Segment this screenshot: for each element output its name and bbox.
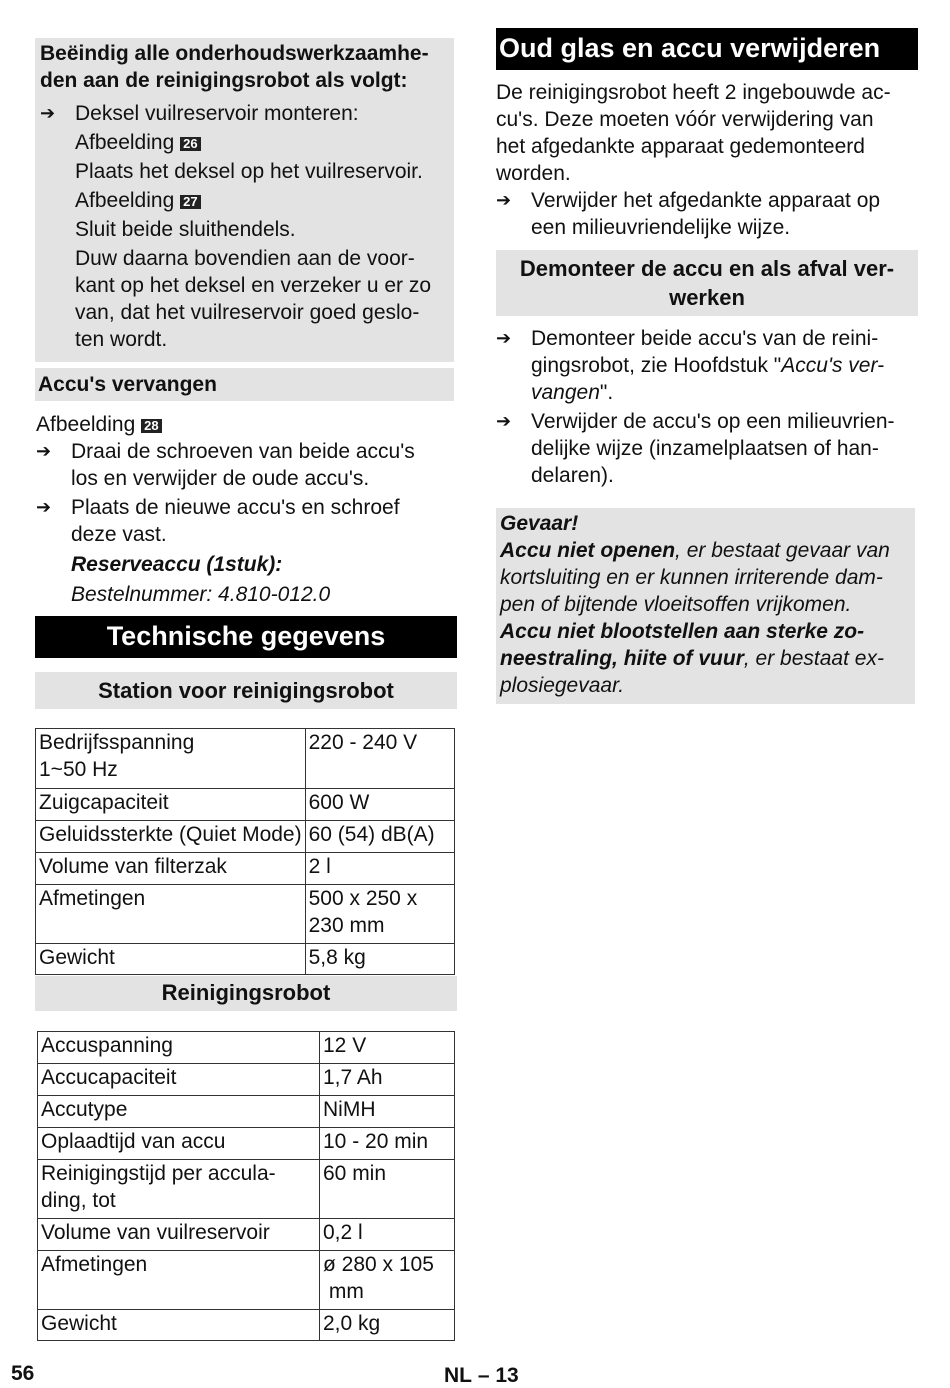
figure-ref: Afbeelding 26 (75, 129, 455, 156)
order-number: Bestelnummer: 4.810-012.0 (71, 583, 331, 606)
table-row: Accutype NiMH (38, 1096, 455, 1128)
dismantle-heading: Demonteer de accu en als afval ver- werken (496, 250, 918, 316)
reserve-label: Reserveaccu (1stuk): (71, 553, 283, 576)
disposal-step-1: ➔ Verwijder het afgedankte apparaat op een milieuvriendelijke wijze. (496, 189, 881, 239)
arrow-right-icon: ➔ (496, 190, 512, 210)
maintenance-heading: Beëindig alle onderhoudswerkzaamhe- den aan de reinigingsrobot als volgt: (40, 42, 429, 92)
table-row: Accucapaciteit 1,7 Ah (38, 1064, 455, 1096)
figure-number-badge: 26 (180, 137, 200, 151)
table-row: Accuspanning 12 V (38, 1032, 455, 1064)
accu-step-2: ➔ Plaats de nieuwe accu's en schroef deze vast. Reserveaccu (1stuk): Bestelnummer: 4.810-012.0 (36, 494, 454, 608)
arrow-right-icon: ➔ (36, 441, 52, 461)
robot-spec-table (37, 1031, 455, 1341)
step-line: ten wordt. (75, 328, 168, 351)
maintenance-steps (40, 100, 455, 353)
disposal-step-2: ➔ Demonteer beide accu's van de reini- gingsrobot, zie Hoofdstuk "Accu's ver- vangen". (496, 327, 885, 404)
figure-number-badge: 28 (141, 419, 161, 433)
table-row: Afmetingen 500 x 250 x 230 mm (36, 885, 455, 944)
language-code: NL (444, 1364, 472, 1387)
table-row: Zuigcapaciteit 600 W (36, 789, 455, 821)
arrow-right-icon: ➔ (36, 497, 52, 517)
disposal-intro: De reinigingsrobot heeft 2 ingebouwde ac- cu's. Deze moeten vóór verwijdering van het afgedankte apparaat gedemonteerd worden. (496, 81, 891, 185)
accu-replace-heading: Accu's vervangen (35, 368, 454, 401)
figure-ref: Afbeelding 27 (75, 187, 455, 214)
page-number-left: 56 (11, 1362, 35, 1385)
step-line: Sluit beide sluithendels. (75, 218, 296, 241)
danger-text: Gevaar! Accu niet openen, er bestaat gevaar van kortsluiting en er kunnen irriterende dam- pen of bijtende vloeitsoffen vrijkomen. Accu niet blootstellen aan sterke zo- neestraling, hiite of vuur, er bestaat ex- plosiegevaar. (500, 510, 915, 699)
page-number-right: 13 (495, 1364, 519, 1387)
table-row: Gewicht 2,0 kg (38, 1310, 455, 1341)
table-row: Reinigingstijd per accula- ding, tot 60 min (38, 1160, 455, 1219)
arrow-right-icon: ➔ (496, 328, 512, 348)
station-spec-table (35, 728, 455, 975)
table-row: Volume van filterzak 2 l (36, 853, 455, 885)
step-line: Deksel vuilreservoir monteren: (75, 102, 359, 125)
station-heading: Station voor reinigingsrobot (35, 672, 457, 709)
table-row: Bedrijfsspanning 1~50 Hz 220 - 240 V (36, 729, 455, 789)
tech-data-heading: Technische gegevens (35, 616, 457, 658)
disposal-title: Oud glas en accu verwijderen (496, 28, 918, 70)
disposal-step-3: ➔ Verwijder de accu's op een milieuvrien- delijke wijze (inzamelplaatsen of han- delaren). (496, 410, 895, 487)
arrow-right-icon: ➔ (496, 411, 512, 431)
danger-title: Gevaar! (500, 512, 579, 535)
step-line: van, dat het vuilreservoir goed geslo- (75, 301, 420, 324)
step-line: Duw daarna bovendien aan de voor- (75, 247, 415, 270)
step-line: kant op het deksel en verzeker u er zo (75, 274, 432, 297)
table-row: Afmetingen ø 280 x 105 mm (38, 1251, 455, 1310)
robot-heading: Reinigingsrobot (35, 976, 457, 1011)
step-line: Plaats het deksel op het vuilreservoir. (75, 160, 423, 183)
table-row: Oplaadtijd van accu 10 - 20 min (38, 1128, 455, 1160)
table-row: Geluidssterkte (Quiet Mode) 60 (54) dB(A) (36, 821, 455, 853)
table-row: Gewicht 5,8 kg (36, 944, 455, 975)
accu-step-1: ➔ Draai de schroeven van beide accu's los en verwijder de oude accu's. (36, 440, 415, 490)
footer-dash: – (477, 1364, 490, 1387)
arrow-right-icon: ➔ (40, 103, 56, 123)
figure-number-badge: 27 (180, 195, 200, 209)
accu-figure-ref: Afbeelding 28 (36, 411, 162, 438)
table-row: Volume van vuilreservoir 0,2 l (38, 1219, 455, 1251)
